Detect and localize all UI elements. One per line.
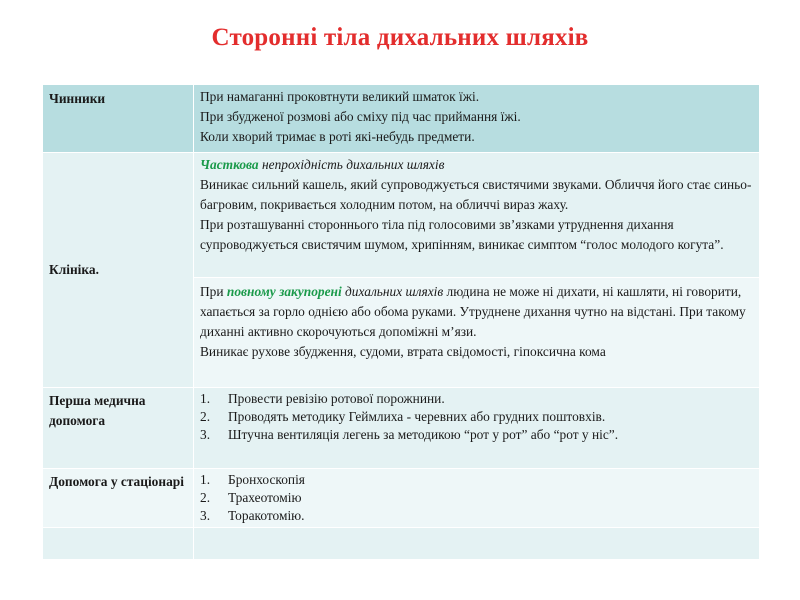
partial-heading-emphasis: Часткова (200, 157, 259, 172)
clinic-full-cell (194, 278, 760, 388)
table-row-first-aid (43, 388, 760, 469)
empty-cell (194, 528, 760, 560)
list-item (200, 408, 754, 426)
full-paragraph-2: Виникає рухове збудження, судоми, втрата свідомості, гіпоксична кома (200, 344, 606, 359)
table-row-empty (43, 528, 760, 560)
full-emphasis: повному закупорені (226, 284, 342, 299)
list-number: 1. (200, 391, 211, 406)
clinic-label: Клініка. (43, 153, 194, 388)
clinic-partial-cell (194, 153, 760, 278)
partial-heading (200, 155, 754, 175)
list-text: Бронхоскопія (228, 472, 305, 487)
list-number: 2. (200, 490, 211, 505)
list-item (200, 426, 754, 444)
causes-line: Коли хворий тримає в роті які-небудь предмети. (200, 129, 475, 144)
hospital-cell (194, 469, 760, 528)
list-text: Трахеотомію (228, 490, 302, 505)
list-item (200, 507, 754, 525)
table-row-hospital (43, 469, 760, 528)
hospital-list (200, 471, 754, 525)
first-aid-list (200, 390, 754, 444)
list-number: 3. (200, 508, 211, 523)
causes-cell (194, 85, 760, 153)
hospital-label: Допомога у стаціонарі (43, 469, 194, 528)
list-text: Проводять методику Геймлиха - черевних або грудних поштовхів. (228, 409, 606, 424)
list-number: 1. (200, 472, 211, 487)
list-text: Штучна вентиляція легень за методикою “рот у рот” або “рот у ніс”. (228, 427, 619, 442)
list-item (200, 489, 754, 507)
full-paragraph-1 (200, 282, 754, 342)
first-aid-label: Перша медична допомога (43, 388, 194, 469)
list-number: 3. (200, 427, 211, 442)
list-item (200, 390, 754, 408)
empty-cell (43, 528, 194, 560)
partial-paragraph-2: При розташуванні стороннього тіла під голосовими зв’язками утруднення дихання супроводжується свистячим шумом, хрипінням, виникає симптом “голос молодого когута”. (200, 217, 724, 252)
causes-label: Чинники (43, 85, 194, 153)
list-item (200, 471, 754, 489)
causes-line: При намаганні проковтнути великий шматок їжі. (200, 89, 480, 104)
full-rest: людина не може ні дихати, ні кашляти, ні говорити, хапається за горло однією або обома руками. Утруднене дихання чутно на відстані. При такому диханні активно скорочуються допоміжні м’язи. (200, 284, 746, 339)
list-text: Торакотомію. (228, 508, 305, 523)
page-title: Сторонні тіла дихальних шляхів (211, 24, 589, 51)
list-number: 2. (200, 409, 211, 424)
partial-heading-rest: непрохідність дихальних шляхів (258, 157, 445, 172)
first-aid-cell (194, 388, 760, 469)
table-row-causes (43, 85, 760, 153)
list-text: Провести ревізію ротової порожнини. (228, 391, 445, 406)
full-mid: дихальних шляхів (341, 284, 444, 299)
full-prefix: При (200, 284, 227, 299)
info-table (42, 84, 760, 560)
partial-paragraph-1: Виникає сильний кашель, який супроводжується свистячими звуками. Обличчя його стає синьо-багровим, покривається холодним потом, на обличчі вираз жаху. (200, 177, 752, 212)
table-row-clinic-partial (43, 153, 760, 278)
causes-line: При збудженої розмові або сміху під час приймання їжі. (200, 109, 521, 124)
